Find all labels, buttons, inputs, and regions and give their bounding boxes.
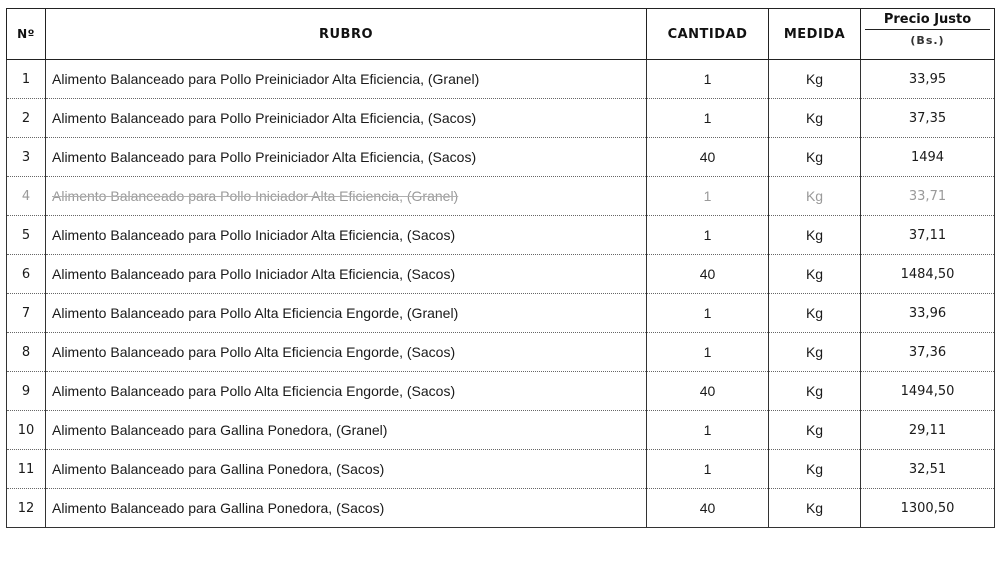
cell-no: 4 [7, 177, 46, 216]
cell-rubro: Alimento Balanceado para Pollo Iniciador Alta Eficiencia, (Granel) [46, 177, 647, 216]
cell-no: 1 [7, 60, 46, 99]
cell-cantidad: 1 [647, 333, 769, 372]
cell-medida: Kg [769, 177, 861, 216]
cell-rubro: Alimento Balanceado para Pollo Iniciador Alta Eficiencia, (Sacos) [46, 255, 647, 294]
cell-precio: 33,95 [861, 60, 995, 99]
cell-precio: 37,11 [861, 216, 995, 255]
cell-rubro: Alimento Balanceado para Pollo Alta Eficiencia Engorde, (Sacos) [46, 333, 647, 372]
cell-rubro: Alimento Balanceado para Pollo Iniciador Alta Eficiencia, (Sacos) [46, 216, 647, 255]
table-row [7, 177, 995, 216]
price-table [6, 8, 995, 528]
cell-no: 9 [7, 372, 46, 411]
cell-medida: Kg [769, 294, 861, 333]
cell-cantidad: 40 [647, 255, 769, 294]
cell-precio: 1300,50 [861, 489, 995, 528]
cell-precio: 33,71 [861, 177, 995, 216]
cell-rubro: Alimento Balanceado para Pollo Alta Eficiencia Engorde, (Granel) [46, 294, 647, 333]
header-precio-unit: (Bs.) [910, 34, 945, 47]
cell-no: 7 [7, 294, 46, 333]
cell-medida: Kg [769, 372, 861, 411]
cell-cantidad: 1 [647, 450, 769, 489]
table-body [7, 60, 995, 528]
table-row [7, 60, 995, 99]
header-row [7, 9, 995, 60]
cell-precio: 29,11 [861, 411, 995, 450]
cell-no: 6 [7, 255, 46, 294]
table-row [7, 411, 995, 450]
cell-precio: 33,96 [861, 294, 995, 333]
cell-cantidad: 1 [647, 411, 769, 450]
table-row [7, 450, 995, 489]
cell-rubro: Alimento Balanceado para Gallina Ponedora, (Sacos) [46, 450, 647, 489]
cell-cantidad: 1 [647, 216, 769, 255]
cell-no: 12 [7, 489, 46, 528]
cell-rubro: Alimento Balanceado para Gallina Ponedora, (Granel) [46, 411, 647, 450]
cell-cantidad: 40 [647, 138, 769, 177]
cell-cantidad: 1 [647, 177, 769, 216]
cell-precio: 37,35 [861, 99, 995, 138]
cell-medida: Kg [769, 60, 861, 99]
cell-precio: 37,36 [861, 333, 995, 372]
cell-precio: 32,51 [861, 450, 995, 489]
header-precio-title: Precio Justo [865, 12, 990, 30]
table-header [7, 9, 995, 60]
header-no: Nº [7, 9, 46, 60]
cell-cantidad: 40 [647, 372, 769, 411]
cell-medida: Kg [769, 255, 861, 294]
cell-precio: 1484,50 [861, 255, 995, 294]
cell-no: 11 [7, 450, 46, 489]
header-cantidad: CANTIDAD [647, 9, 769, 60]
cell-cantidad: 1 [647, 294, 769, 333]
cell-rubro: Alimento Balanceado para Pollo Preiniciador Alta Eficiencia, (Sacos) [46, 138, 647, 177]
cell-cantidad: 1 [647, 99, 769, 138]
cell-no: 3 [7, 138, 46, 177]
cell-rubro: Alimento Balanceado para Gallina Ponedora, (Sacos) [46, 489, 647, 528]
cell-no: 10 [7, 411, 46, 450]
cell-medida: Kg [769, 216, 861, 255]
header-rubro: RUBRO [46, 9, 647, 60]
cell-rubro: Alimento Balanceado para Pollo Preiniciador Alta Eficiencia, (Sacos) [46, 99, 647, 138]
table-row [7, 294, 995, 333]
cell-no: 8 [7, 333, 46, 372]
cell-cantidad: 40 [647, 489, 769, 528]
table-row [7, 138, 995, 177]
cell-rubro: Alimento Balanceado para Pollo Alta Eficiencia Engorde, (Sacos) [46, 372, 647, 411]
cell-no: 5 [7, 216, 46, 255]
cell-medida: Kg [769, 99, 861, 138]
table-row [7, 372, 995, 411]
cell-rubro: Alimento Balanceado para Pollo Preiniciador Alta Eficiencia, (Granel) [46, 60, 647, 99]
cell-no: 2 [7, 99, 46, 138]
table-row [7, 99, 995, 138]
cell-medida: Kg [769, 489, 861, 528]
cell-medida: Kg [769, 411, 861, 450]
cell-medida: Kg [769, 138, 861, 177]
table-row [7, 255, 995, 294]
cell-medida: Kg [769, 333, 861, 372]
cell-precio: 1494 [861, 138, 995, 177]
table-row [7, 489, 995, 528]
cell-precio: 1494,50 [861, 372, 995, 411]
table-row [7, 216, 995, 255]
header-medida: MEDIDA [769, 9, 861, 60]
cell-medida: Kg [769, 450, 861, 489]
header-precio [861, 9, 995, 60]
cell-cantidad: 1 [647, 60, 769, 99]
table-row [7, 333, 995, 372]
